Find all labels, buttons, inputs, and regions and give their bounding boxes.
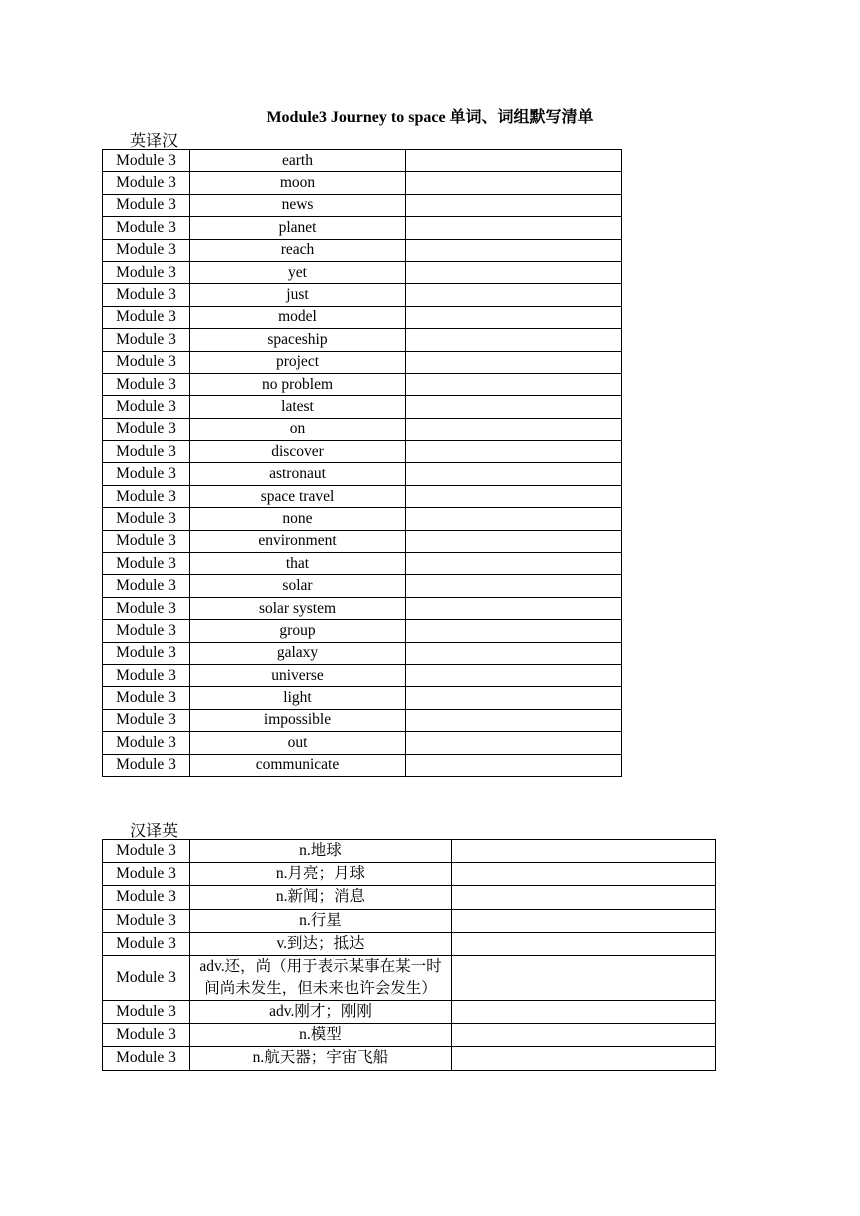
zh-to-en-table bbox=[102, 839, 716, 1071]
answer-cell[interactable] bbox=[452, 1047, 716, 1070]
table-row bbox=[103, 909, 716, 932]
word-cell: galaxy bbox=[190, 642, 406, 664]
table-row bbox=[103, 217, 622, 239]
answer-cell[interactable] bbox=[406, 306, 622, 328]
table-row bbox=[103, 732, 622, 754]
module-cell: Module 3 bbox=[103, 597, 190, 619]
module-cell: Module 3 bbox=[103, 239, 190, 261]
word-cell: project bbox=[190, 351, 406, 373]
table-row bbox=[103, 373, 622, 395]
table-row bbox=[103, 485, 622, 507]
module-cell: Module 3 bbox=[103, 284, 190, 306]
module-cell: Module 3 bbox=[103, 373, 190, 395]
table-row bbox=[103, 530, 622, 552]
module-cell: Module 3 bbox=[103, 418, 190, 440]
module-cell: Module 3 bbox=[103, 840, 190, 863]
module-cell: Module 3 bbox=[103, 863, 190, 886]
word-cell: solar bbox=[190, 575, 406, 597]
word-cell: solar system bbox=[190, 597, 406, 619]
meaning-cell: n.地球 bbox=[190, 840, 452, 863]
module-cell: Module 3 bbox=[103, 886, 190, 909]
word-cell: out bbox=[190, 732, 406, 754]
answer-cell[interactable] bbox=[406, 732, 622, 754]
module-cell: Module 3 bbox=[103, 642, 190, 664]
module-cell: Module 3 bbox=[103, 575, 190, 597]
answer-cell[interactable] bbox=[406, 553, 622, 575]
table-row bbox=[103, 886, 716, 909]
answer-cell[interactable] bbox=[406, 441, 622, 463]
table-row bbox=[103, 463, 622, 485]
module-cell: Module 3 bbox=[103, 306, 190, 328]
word-cell: moon bbox=[190, 172, 406, 194]
table-row bbox=[103, 396, 622, 418]
word-cell: no problem bbox=[190, 373, 406, 395]
meaning-cell: n.新闻；消息 bbox=[190, 886, 452, 909]
module-cell: Module 3 bbox=[103, 553, 190, 575]
table-row bbox=[103, 597, 622, 619]
answer-cell[interactable] bbox=[406, 687, 622, 709]
module-cell: Module 3 bbox=[103, 709, 190, 731]
answer-cell[interactable] bbox=[406, 642, 622, 664]
table-row bbox=[103, 553, 622, 575]
module-cell: Module 3 bbox=[103, 150, 190, 172]
answer-cell[interactable] bbox=[406, 575, 622, 597]
word-cell: spaceship bbox=[190, 329, 406, 351]
answer-cell[interactable] bbox=[406, 351, 622, 373]
module-cell: Module 3 bbox=[103, 396, 190, 418]
word-cell: communicate bbox=[190, 754, 406, 776]
answer-cell[interactable] bbox=[406, 172, 622, 194]
word-cell: news bbox=[190, 194, 406, 216]
word-cell: space travel bbox=[190, 485, 406, 507]
word-cell: astronaut bbox=[190, 463, 406, 485]
table-row bbox=[103, 620, 622, 642]
word-cell: earth bbox=[190, 150, 406, 172]
answer-cell[interactable] bbox=[452, 932, 716, 955]
module-cell: Module 3 bbox=[103, 620, 190, 642]
module-cell: Module 3 bbox=[103, 261, 190, 283]
section-label-en-to-zh: 英译汉 bbox=[130, 133, 179, 150]
word-cell: just bbox=[190, 284, 406, 306]
answer-cell[interactable] bbox=[452, 1024, 716, 1047]
word-cell: model bbox=[190, 306, 406, 328]
module-cell: Module 3 bbox=[103, 441, 190, 463]
answer-cell[interactable] bbox=[406, 261, 622, 283]
answer-cell[interactable] bbox=[406, 329, 622, 351]
word-cell: none bbox=[190, 508, 406, 530]
answer-cell[interactable] bbox=[406, 239, 622, 261]
table-row bbox=[103, 1024, 716, 1047]
table-row bbox=[103, 1000, 716, 1023]
table-row bbox=[103, 863, 716, 886]
word-cell: universe bbox=[190, 664, 406, 686]
word-cell: environment bbox=[190, 530, 406, 552]
answer-cell[interactable] bbox=[406, 597, 622, 619]
table-row bbox=[103, 261, 622, 283]
answer-cell[interactable] bbox=[406, 709, 622, 731]
table-row bbox=[103, 418, 622, 440]
module-cell: Module 3 bbox=[103, 1000, 190, 1023]
answer-cell[interactable] bbox=[452, 886, 716, 909]
answer-cell[interactable] bbox=[406, 217, 622, 239]
table-row bbox=[103, 687, 622, 709]
table-row bbox=[103, 239, 622, 261]
word-cell: reach bbox=[190, 239, 406, 261]
meaning-cell: n.航天器；宇宙飞船 bbox=[190, 1047, 452, 1070]
answer-cell[interactable] bbox=[406, 194, 622, 216]
section-label-zh-to-en: 汉译英 bbox=[130, 823, 179, 840]
answer-cell[interactable] bbox=[452, 955, 716, 1000]
table-row bbox=[103, 840, 716, 863]
table-row bbox=[103, 1047, 716, 1070]
en-to-zh-table bbox=[102, 149, 622, 777]
module-cell: Module 3 bbox=[103, 217, 190, 239]
module-cell: Module 3 bbox=[103, 351, 190, 373]
module-cell: Module 3 bbox=[103, 530, 190, 552]
meaning-cell: n.模型 bbox=[190, 1024, 452, 1047]
table-row bbox=[103, 284, 622, 306]
module-cell: Module 3 bbox=[103, 754, 190, 776]
table-row bbox=[103, 955, 716, 1000]
table-row bbox=[103, 306, 622, 328]
module-cell: Module 3 bbox=[103, 687, 190, 709]
word-cell: on bbox=[190, 418, 406, 440]
table-row bbox=[103, 329, 622, 351]
module-cell: Module 3 bbox=[103, 485, 190, 507]
word-cell: that bbox=[190, 553, 406, 575]
module-cell: Module 3 bbox=[103, 909, 190, 932]
module-cell: Module 3 bbox=[103, 463, 190, 485]
word-cell: group bbox=[190, 620, 406, 642]
word-cell: latest bbox=[190, 396, 406, 418]
module-cell: Module 3 bbox=[103, 932, 190, 955]
answer-cell[interactable] bbox=[406, 150, 622, 172]
answer-cell[interactable] bbox=[406, 373, 622, 395]
table-row bbox=[103, 709, 622, 731]
module-cell: Module 3 bbox=[103, 664, 190, 686]
answer-cell[interactable] bbox=[452, 909, 716, 932]
answer-cell[interactable] bbox=[406, 396, 622, 418]
answer-cell[interactable] bbox=[452, 840, 716, 863]
page-title: Module3 Journey to space 单词、词组默写清单 bbox=[266, 109, 594, 126]
module-cell: Module 3 bbox=[103, 508, 190, 530]
answer-cell[interactable] bbox=[452, 1000, 716, 1023]
table-row bbox=[103, 150, 622, 172]
table-row bbox=[103, 508, 622, 530]
table-row bbox=[103, 664, 622, 686]
answer-cell[interactable] bbox=[406, 463, 622, 485]
answer-cell[interactable] bbox=[406, 664, 622, 686]
table-row bbox=[103, 575, 622, 597]
word-cell: planet bbox=[190, 217, 406, 239]
module-cell: Module 3 bbox=[103, 329, 190, 351]
meaning-cell: adv.刚才；刚刚 bbox=[190, 1000, 452, 1023]
word-cell: yet bbox=[190, 261, 406, 283]
table-row bbox=[103, 441, 622, 463]
table-row bbox=[103, 754, 622, 776]
word-cell: discover bbox=[190, 441, 406, 463]
module-cell: Module 3 bbox=[103, 1024, 190, 1047]
word-cell: light bbox=[190, 687, 406, 709]
meaning-cell: v.到达；抵达 bbox=[190, 932, 452, 955]
meaning-cell: adv.还，尚（用于表示某事在某一时间尚未发生，但未来也许会发生） bbox=[190, 955, 452, 1000]
table-row bbox=[103, 932, 716, 955]
table-row bbox=[103, 194, 622, 216]
answer-cell[interactable] bbox=[406, 530, 622, 552]
table-row bbox=[103, 172, 622, 194]
answer-cell[interactable] bbox=[406, 284, 622, 306]
module-cell: Module 3 bbox=[103, 194, 190, 216]
table-row bbox=[103, 642, 622, 664]
answer-cell[interactable] bbox=[406, 418, 622, 440]
answer-cell[interactable] bbox=[452, 863, 716, 886]
word-cell: impossible bbox=[190, 709, 406, 731]
module-cell: Module 3 bbox=[103, 732, 190, 754]
meaning-cell: n.月亮；月球 bbox=[190, 863, 452, 886]
answer-cell[interactable] bbox=[406, 508, 622, 530]
meaning-cell: n.行星 bbox=[190, 909, 452, 932]
answer-cell[interactable] bbox=[406, 620, 622, 642]
module-cell: Module 3 bbox=[103, 1047, 190, 1070]
answer-cell[interactable] bbox=[406, 754, 622, 776]
answer-cell[interactable] bbox=[406, 485, 622, 507]
table-row bbox=[103, 351, 622, 373]
module-cell: Module 3 bbox=[103, 955, 190, 1000]
module-cell: Module 3 bbox=[103, 172, 190, 194]
